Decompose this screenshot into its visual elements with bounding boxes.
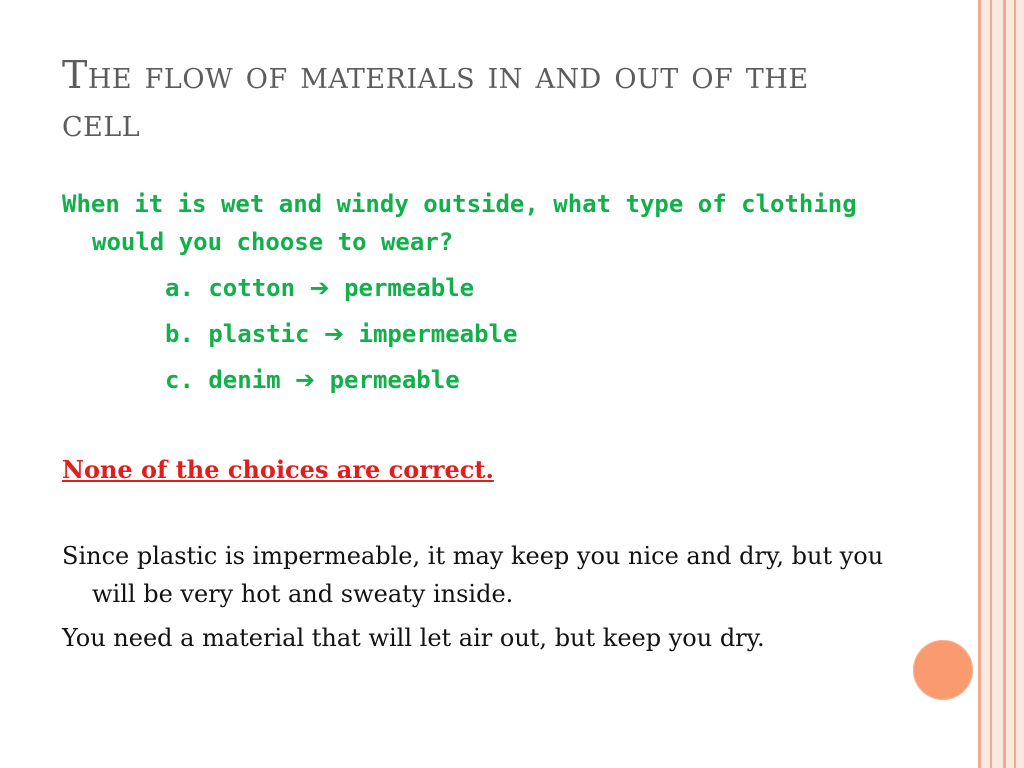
option-result: permeable	[329, 366, 460, 394]
decorative-circle	[913, 640, 973, 700]
option-a	[62, 269, 902, 307]
option-result: permeable	[344, 274, 475, 302]
border-stripe	[990, 0, 992, 768]
arrow-right-icon: ➔	[309, 274, 330, 302]
answer-text: None of the choices are correct.	[62, 455, 494, 484]
option-label: a. cotton	[165, 274, 296, 302]
option-label: b. plastic	[165, 320, 310, 348]
explanation-paragraph: You need a material that will let air out, but keep you dry.	[62, 624, 765, 652]
option-label: c. denim	[165, 366, 281, 394]
border-stripe	[978, 0, 981, 768]
question-text: When it is wet and windy outside, what type of clothing would you choose to wear?	[62, 190, 857, 256]
border-stripe	[1003, 0, 1006, 768]
option-b	[62, 315, 902, 353]
right-border-band	[978, 0, 1024, 768]
option-result: impermeable	[358, 320, 518, 348]
slide-body	[62, 185, 902, 657]
border-stripe	[1014, 0, 1016, 768]
explanation-paragraph: Since plastic is impermeable, it may keep you nice and dry, but you will be very hot and sweaty inside.	[62, 542, 884, 608]
option-c	[62, 361, 902, 399]
slide-title: The flow of materials in and out of the cell	[62, 53, 809, 145]
arrow-right-icon: ➔	[323, 320, 345, 348]
arrow-right-icon: ➔	[295, 366, 316, 394]
